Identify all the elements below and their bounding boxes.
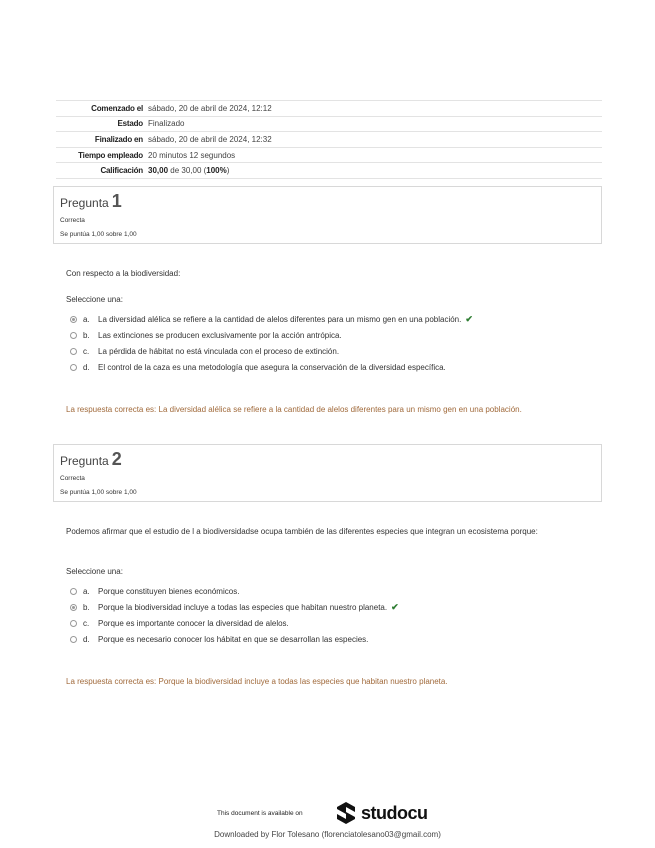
answer-option[interactable] — [70, 359, 590, 375]
question-1-answers — [70, 311, 590, 375]
question-grade: Se puntúa 1,00 sobre 1,00 — [60, 231, 137, 238]
question-label: Pregunta — [60, 454, 109, 468]
studocu-logo[interactable] — [335, 801, 428, 825]
grade-score: 30,00 — [148, 166, 169, 176]
question-title — [60, 449, 595, 470]
answer-letter: b. — [83, 330, 90, 340]
radio-icon[interactable] — [70, 636, 77, 643]
summary-value: Finalizado — [148, 119, 185, 129]
check-icon: ✔ — [391, 601, 399, 612]
question-2-answers — [70, 583, 590, 647]
summary-label: Calificación — [100, 166, 143, 176]
downloaded-by-text: Downloaded by Flor Tolesano (florenciatolesano03@gmail.com) — [214, 830, 441, 839]
summary-row-finished — [56, 132, 602, 148]
radio-icon[interactable] — [70, 604, 77, 611]
summary-label: Estado — [117, 119, 143, 129]
radio-icon[interactable] — [70, 588, 77, 595]
available-on-text: This document is available on — [217, 810, 303, 817]
answer-text: Porque la biodiversidad incluye a todas las especies que habitan nuestro planeta. — [98, 602, 388, 612]
check-icon: ✔ — [465, 313, 473, 324]
answer-letter: b. — [83, 602, 90, 612]
summary-label: Tiempo empleado — [78, 150, 143, 160]
attempt-summary-table — [56, 100, 602, 179]
answer-letter: d. — [83, 362, 90, 372]
answer-text: La diversidad alélica se refiere a la cantidad de alelos diferentes para un mismo gen en una población. — [98, 314, 462, 324]
answer-letter: c. — [83, 618, 90, 628]
radio-icon[interactable] — [70, 364, 77, 371]
summary-value: sábado, 20 de abril de 2024, 12:32 — [148, 134, 272, 144]
answer-text: Porque es necesario conocer los hábitat en que se desarrollan las especies. — [98, 634, 369, 644]
question-1-prompt: Seleccione una: — [66, 295, 123, 304]
answer-letter: c. — [83, 346, 90, 356]
question-2-feedback: La respuesta correcta es: Porque la biodiversidad incluye a todas las especies que habitan nuestro planeta. — [66, 677, 448, 686]
question-number: 1 — [111, 191, 122, 211]
answer-option[interactable] — [70, 615, 590, 631]
studocu-logo-icon — [335, 801, 357, 825]
question-state: Correcta — [60, 475, 85, 482]
radio-icon[interactable] — [70, 348, 77, 355]
question-state: Correcta — [60, 217, 85, 224]
summary-row-grade — [56, 163, 602, 179]
question-title — [60, 191, 595, 212]
studocu-wordmark: studocu — [361, 802, 428, 823]
answer-text: La pérdida de hábitat no está vinculada con el proceso de extinción. — [98, 346, 340, 356]
answer-letter: a. — [83, 586, 90, 596]
summary-row-started — [56, 101, 602, 117]
grade-close: ) — [226, 166, 230, 176]
radio-icon[interactable] — [70, 332, 77, 339]
answer-option[interactable] — [70, 583, 590, 599]
question-1-text: Con respecto a la biodiversidad: — [66, 269, 181, 278]
summary-value: 20 minutos 12 segundos — [148, 150, 236, 160]
question-2-prompt: Seleccione una: — [66, 567, 123, 576]
question-1-info — [53, 186, 602, 244]
answer-option[interactable] — [70, 599, 590, 615]
radio-icon[interactable] — [70, 620, 77, 627]
summary-label: Finalizado en — [94, 134, 143, 144]
answer-letter: d. — [83, 634, 90, 644]
question-grade: Se puntúa 1,00 sobre 1,00 — [60, 489, 137, 496]
answer-text: Las extinciones se producen exclusivamente por la acción antrópica. — [98, 330, 342, 340]
question-2-text: Podemos afirmar que el estudio de l a biodiversidadse ocupa también de las diferentes especies que integran un ecosistema porque: — [66, 527, 538, 536]
answer-option[interactable] — [70, 327, 590, 343]
question-number: 2 — [111, 449, 122, 469]
summary-value-grade — [143, 166, 229, 175]
answer-text: Porque constituyen bienes económicos. — [98, 586, 240, 596]
answer-text: El control de la caza es una metodología que asegura la conservación de la diversidad específica. — [98, 362, 446, 372]
question-label: Pregunta — [60, 196, 109, 210]
summary-row-time — [56, 148, 602, 164]
answer-option[interactable] — [70, 311, 590, 327]
answer-option[interactable] — [70, 631, 590, 647]
radio-icon[interactable] — [70, 316, 77, 323]
answer-text: Porque es importante conocer la diversidad de alelos. — [98, 618, 289, 628]
grade-of: de 30,00 ( — [168, 166, 207, 176]
summary-value: sábado, 20 de abril de 2024, 12:12 — [148, 103, 272, 113]
summary-row-state — [56, 117, 602, 133]
answer-option[interactable] — [70, 343, 590, 359]
grade-percent: 100% — [206, 166, 227, 176]
question-1-feedback: La respuesta correcta es: La diversidad alélica se refiere a la cantidad de alelos diferentes para un mismo gen en una población. — [66, 405, 522, 414]
answer-letter: a. — [83, 314, 90, 324]
question-2-info — [53, 444, 602, 502]
summary-label: Comenzado el — [91, 103, 143, 113]
